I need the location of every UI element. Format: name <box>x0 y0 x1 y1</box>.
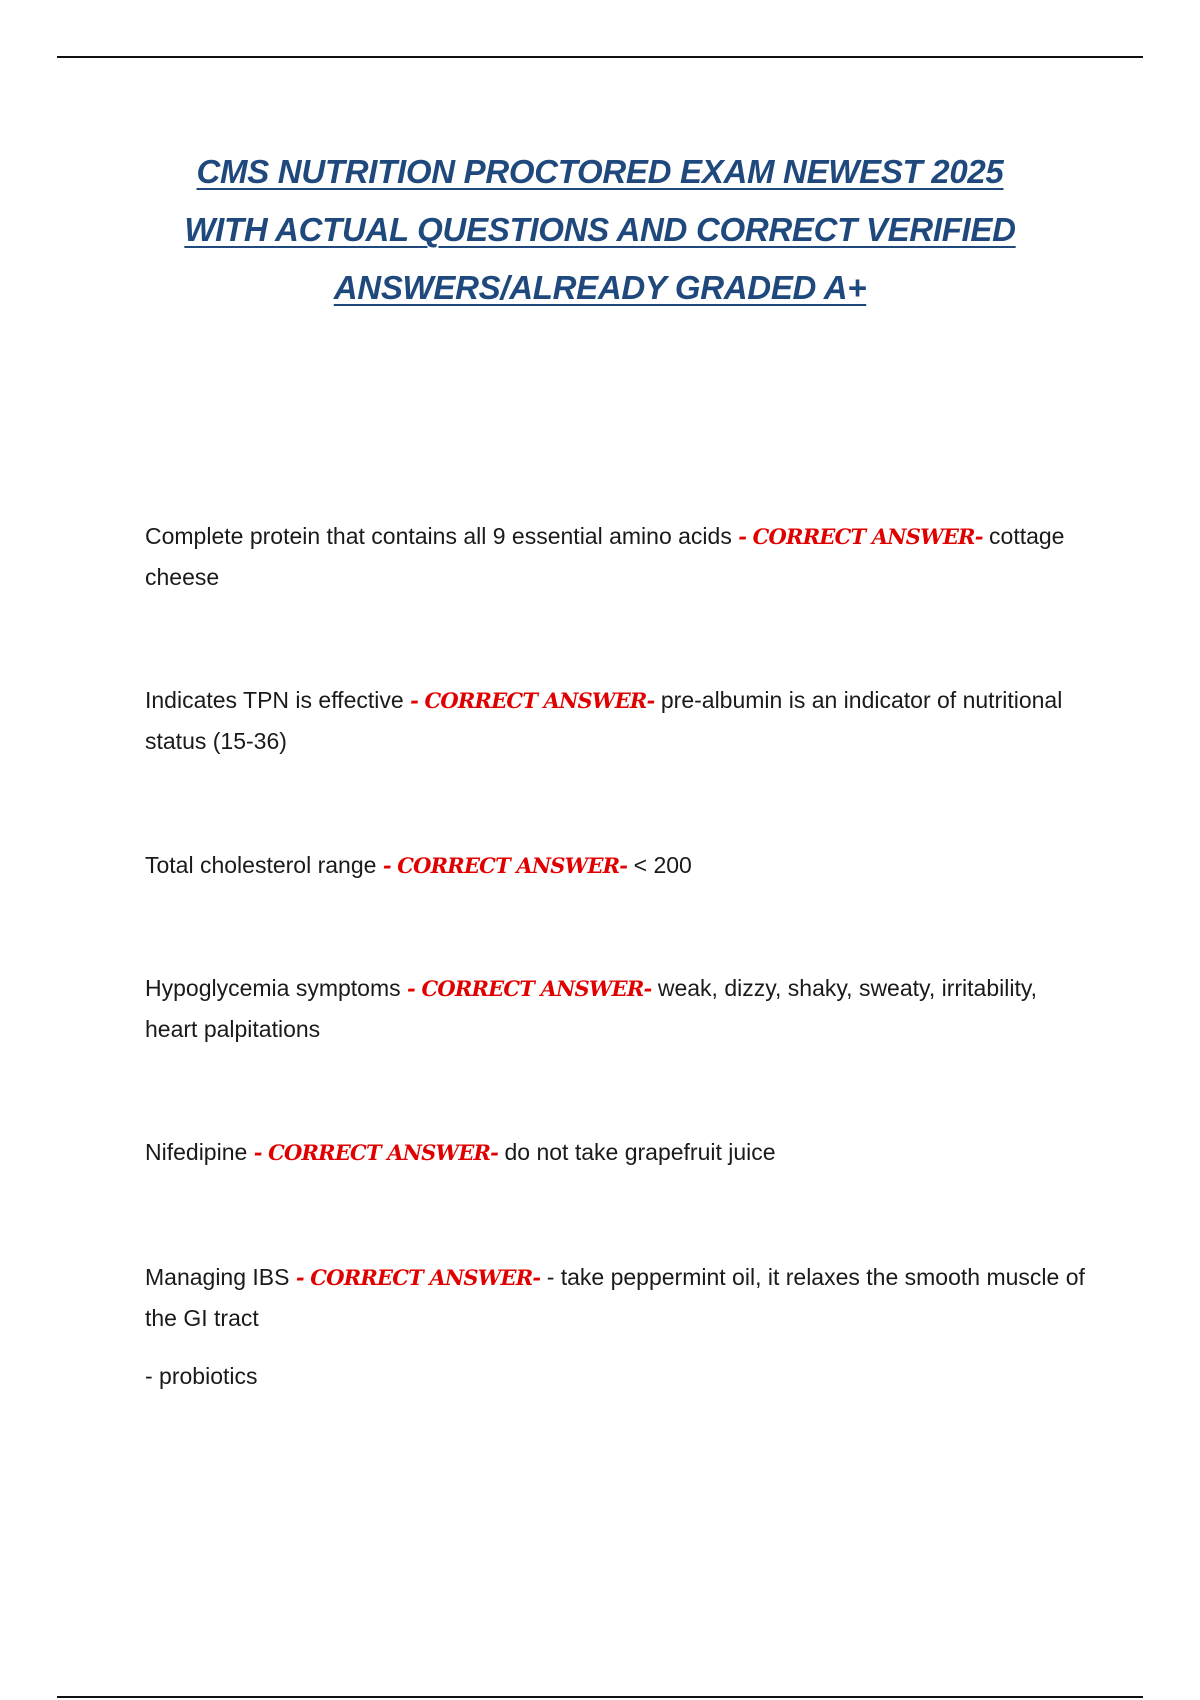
qa-item-ibs <box>145 1257 1085 1339</box>
qa-item-tpn <box>145 680 1085 762</box>
question-text: Hypoglycemia symptoms <box>145 975 401 1001</box>
title-line-1: CMS NUTRITION PROCTORED EXAM NEWEST 2025 <box>196 153 1004 190</box>
answer-text: weak, dizzy, shaky, sweaty, irritability, heart palpitations <box>145 975 1038 1042</box>
answer-text: do not take grapefruit juice <box>504 1139 776 1165</box>
question-text: Nifedipine <box>145 1139 248 1165</box>
question-text: Managing IBS <box>145 1264 290 1290</box>
title-line-2: WITH ACTUAL QUESTIONS AND CORRECT VERIFIED <box>184 211 1016 248</box>
ibs-extra-line: - probiotics <box>145 1363 258 1389</box>
top-rule <box>57 56 1143 58</box>
answer-text: cottage cheese <box>145 523 1065 590</box>
answer-text: - take peppermint oil, it relaxes the smooth muscle of the GI tract <box>145 1264 1085 1331</box>
question-text: Complete protein that contains all 9 essential amino acids <box>145 523 732 549</box>
qa-item-hypoglycemia <box>145 968 1085 1050</box>
correct-answer-tag: - CORRECT ANSWER- <box>407 976 652 1001</box>
correct-answer-tag: - CORRECT ANSWER- <box>410 688 655 713</box>
answer-text: < 200 <box>633 852 692 878</box>
question-text: Indicates TPN is effective <box>145 687 404 713</box>
correct-answer-tag: - CORRECT ANSWER- <box>738 524 983 549</box>
correct-answer-tag: - CORRECT ANSWER- <box>295 1265 541 1290</box>
qa-item-nifedipine <box>145 1132 1085 1173</box>
qa-item-cholesterol <box>145 845 1085 886</box>
document-title <box>120 143 1080 317</box>
question-text: Total cholesterol range <box>145 852 377 878</box>
qa-item-amino-acids <box>145 516 1085 598</box>
bottom-rule <box>57 1696 1143 1698</box>
title-line-3: ANSWERS/ALREADY GRADED A+ <box>333 269 867 306</box>
correct-answer-tag: - CORRECT ANSWER- <box>382 853 628 878</box>
answer-text: pre-albumin is an indicator of nutritional status (15-36) <box>145 687 1063 754</box>
correct-answer-tag: - CORRECT ANSWER- <box>253 1140 499 1165</box>
